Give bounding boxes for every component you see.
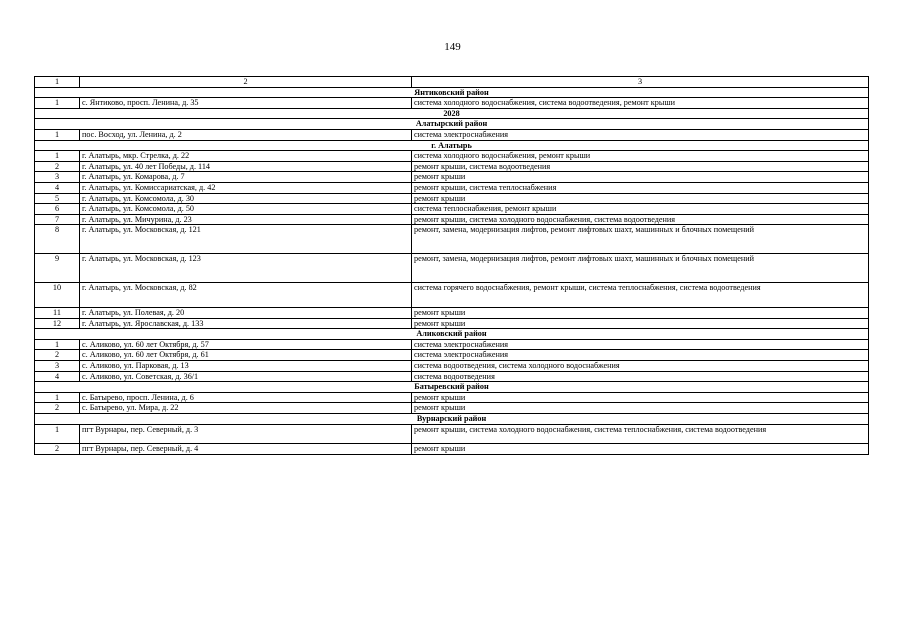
table-row [35, 182, 869, 193]
section-heading-row [35, 119, 869, 130]
row-number: 1 [35, 98, 80, 109]
table-row [35, 308, 869, 319]
works-cell: система водоотведения, система холодного водоснабжения [412, 360, 869, 371]
address-cell: г. Алатырь, ул. Мичурина, д. 23 [80, 214, 412, 225]
address-cell: г. Алатырь, ул. Комарова, д. 7 [80, 172, 412, 183]
works-cell: система холодного водоснабжения, система водоотведения, ремонт крыши [412, 98, 869, 109]
address-cell: с. Аликово, ул. Парковая, д. 13 [80, 360, 412, 371]
works-cell: ремонт крыши, система водоотведения [412, 161, 869, 172]
address-cell: с. Аликово, ул. 60 лет Октября, д. 57 [80, 339, 412, 350]
section-heading-row [35, 87, 869, 98]
address-cell: г. Алатырь, ул. Комсомола, д. 50 [80, 204, 412, 215]
table-row [35, 444, 869, 455]
works-cell: ремонт крыши, система холодного водоснабжения, система теплоснабжения, система водоотведения [412, 424, 869, 444]
section-heading-row [35, 413, 869, 424]
works-cell: ремонт крыши, система теплоснабжения [412, 182, 869, 193]
row-number: 4 [35, 182, 80, 193]
works-cell: ремонт, замена, модернизация лифтов, ремонт лифтовых шахт, машинных и блочных помещений [412, 225, 869, 254]
row-number: 9 [35, 253, 80, 282]
row-number: 1 [35, 424, 80, 444]
table-row [35, 172, 869, 183]
works-cell: система электроснабжения [412, 339, 869, 350]
address-cell: г. Алатырь, ул. 40 лет Победы, д. 114 [80, 161, 412, 172]
works-cell: ремонт крыши [412, 193, 869, 204]
row-number: 1 [35, 151, 80, 162]
table-row [35, 129, 869, 140]
table-row [35, 204, 869, 215]
address-cell: с. Батырево, просп. Ленина, д. 6 [80, 392, 412, 403]
table-row [35, 339, 869, 350]
address-cell: пгт Вурнары, пер. Северный, д. 4 [80, 444, 412, 455]
works-cell: ремонт крыши [412, 403, 869, 414]
address-cell: с. Батырево, ул. Мира, д. 22 [80, 403, 412, 414]
address-cell: г. Алатырь, ул. Московская, д. 121 [80, 225, 412, 254]
table-row [35, 424, 869, 444]
address-cell: г. Алатырь, ул. Полевая, д. 20 [80, 308, 412, 319]
section-heading: Алатырский район [35, 119, 869, 130]
address-cell: г. Алатырь, ул. Московская, д. 82 [80, 282, 412, 308]
table-row [35, 371, 869, 382]
address-cell: г. Алатырь, ул. Ярославская, д. 133 [80, 318, 412, 329]
works-cell: система водоотведения [412, 371, 869, 382]
row-number: 5 [35, 193, 80, 204]
row-number: 1 [35, 392, 80, 403]
table-row [35, 225, 869, 254]
row-number: 2 [35, 161, 80, 172]
section-heading: г. Алатырь [35, 140, 869, 151]
table-header-row [35, 77, 869, 88]
table-row [35, 253, 869, 282]
works-cell: система теплоснабжения, ремонт крыши [412, 204, 869, 215]
works-cell: ремонт крыши [412, 444, 869, 455]
header-cell-number: 1 [35, 77, 80, 88]
row-number: 10 [35, 282, 80, 308]
table-row [35, 360, 869, 371]
row-number: 12 [35, 318, 80, 329]
table-row [35, 403, 869, 414]
section-heading: Батыревский район [35, 382, 869, 393]
works-cell: ремонт крыши, система холодного водоснабжения, система водоотведения [412, 214, 869, 225]
table-row [35, 161, 869, 172]
header-cell-address: 2 [80, 77, 412, 88]
row-number: 6 [35, 204, 80, 215]
works-cell: система электроснабжения [412, 350, 869, 361]
works-cell: система холодного водоснабжения, ремонт крыши [412, 151, 869, 162]
row-number: 4 [35, 371, 80, 382]
section-heading-row [35, 382, 869, 393]
section-heading-row [35, 108, 869, 119]
table-row [35, 318, 869, 329]
works-cell: система электроснабжения [412, 129, 869, 140]
address-cell: пос. Восход, ул. Ленина, д. 2 [80, 129, 412, 140]
row-number: 11 [35, 308, 80, 319]
section-heading: Вурнарский район [35, 413, 869, 424]
works-cell: ремонт крыши [412, 318, 869, 329]
works-cell: система горячего водоснабжения, ремонт крыши, система теплоснабжения, система водоотведения [412, 282, 869, 308]
row-number: 3 [35, 172, 80, 183]
row-number: 2 [35, 350, 80, 361]
table-row [35, 98, 869, 109]
address-cell: с. Аликово, ул. 60 лет Октября, д. 61 [80, 350, 412, 361]
section-heading-row [35, 329, 869, 340]
address-cell: пгт Вурнары, пер. Северный, д. 3 [80, 424, 412, 444]
section-heading: 2028 [35, 108, 869, 119]
row-number: 7 [35, 214, 80, 225]
table-row [35, 151, 869, 162]
table-row [35, 350, 869, 361]
row-number: 8 [35, 225, 80, 254]
address-cell: г. Алатырь, ул. Комиссариатская, д. 42 [80, 182, 412, 193]
table-row [35, 214, 869, 225]
section-heading-row [35, 140, 869, 151]
row-number: 2 [35, 403, 80, 414]
works-cell: ремонт крыши [412, 308, 869, 319]
row-number: 2 [35, 444, 80, 455]
works-cell: ремонт крыши [412, 172, 869, 183]
address-cell: г. Алатырь, ул. Московская, д. 123 [80, 253, 412, 282]
section-heading: Янтиковский район [35, 87, 869, 98]
table-row [35, 282, 869, 308]
address-cell: г. Алатырь, ул. Комсомола, д. 30 [80, 193, 412, 204]
table-row [35, 193, 869, 204]
address-cell: с. Аликово, ул. Советская, д. 36/1 [80, 371, 412, 382]
section-heading: Аликовский район [35, 329, 869, 340]
works-cell: ремонт крыши [412, 392, 869, 403]
header-cell-works: 3 [412, 77, 869, 88]
repair-program-table [34, 76, 869, 455]
works-cell: ремонт, замена, модернизация лифтов, ремонт лифтовых шахт, машинных и блочных помещений [412, 253, 869, 282]
row-number: 1 [35, 129, 80, 140]
address-cell: г. Алатырь, мкр. Стрелка, д. 22 [80, 151, 412, 162]
address-cell: с. Янтиково, просп. Ленина, д. 35 [80, 98, 412, 109]
table-row [35, 392, 869, 403]
row-number: 3 [35, 360, 80, 371]
row-number: 1 [35, 339, 80, 350]
page-number: 149 [444, 41, 461, 53]
